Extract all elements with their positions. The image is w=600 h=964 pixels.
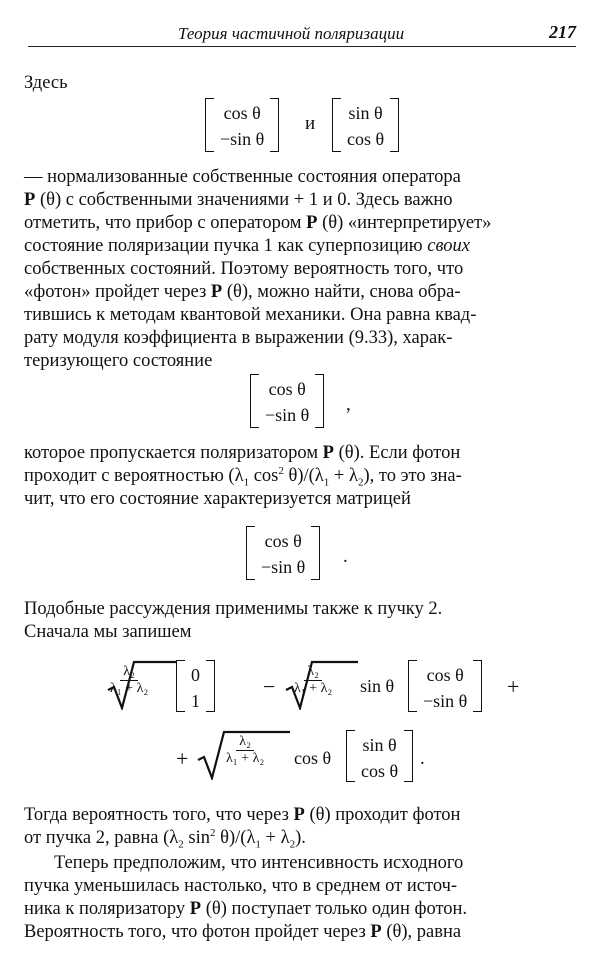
text-line (24, 465, 580, 488)
subscript: 2 (289, 838, 296, 851)
matrix-cell: sin θ (348, 103, 383, 123)
plus-sign: + (507, 674, 520, 699)
plus-sign: + (176, 746, 189, 771)
fraction (294, 664, 332, 697)
paragraph-probability (24, 442, 580, 511)
text-run: (θ) проходит фотон (304, 805, 461, 825)
matrix-cell: cos θ (223, 103, 261, 123)
text-run: (θ) поступает только один фотон. (201, 899, 468, 919)
text-line (24, 212, 580, 235)
conjunction: и (305, 113, 316, 134)
text-run: (θ) «интерпретирует» (317, 213, 492, 233)
matrix-cell: −sin θ (423, 691, 468, 711)
operator-symbol: P (293, 805, 305, 825)
matrix-eigenstate-1 (205, 98, 279, 152)
text-line: рату модуля коэффициента в выражении (9.33), харак- (24, 328, 453, 348)
matrix-cell: −sin θ (265, 405, 310, 425)
matrix-cell: cos θ (268, 379, 306, 399)
matrix-eigenstate-2 (332, 98, 399, 152)
vector-eigenstate-2 (346, 730, 413, 782)
superscript: 2 (210, 826, 216, 839)
period: . (420, 748, 425, 769)
matrix-cell: 0 (191, 665, 200, 685)
text-line: собственных состояний. Поэтому вероятность того, что (24, 259, 464, 279)
sqrt-term-3 (196, 730, 290, 780)
fraction-denominator: λ₁ + λ₂ (294, 681, 333, 696)
matrix-state-2 (246, 526, 320, 580)
text-run: θ)/(λ (215, 828, 256, 848)
operator-symbol: P (322, 443, 334, 463)
cos-factor: cos θ (294, 748, 332, 768)
text-run: ). (295, 828, 306, 848)
matrix-cell: cos θ (426, 665, 464, 685)
operator-symbol: P (306, 213, 318, 233)
text-line: Теперь предположим, что интенсивность исходного (54, 853, 464, 873)
text-line: пучка уменьшилась настолько, что в среднем от источ- (24, 876, 458, 896)
text-run: + λ (260, 828, 290, 848)
subscript: 1 (243, 476, 250, 489)
matrix-cell: −sin θ (220, 129, 265, 149)
text-run: (θ), можно найти, снова обра- (222, 282, 461, 302)
text-run: от пучка 2, равна (λ (24, 828, 179, 848)
paragraph-intro: Здесь (24, 73, 68, 93)
text-line (24, 189, 580, 212)
running-title: Теория частичной поляризации (178, 24, 405, 43)
paragraph-eigenstates (24, 166, 580, 373)
matrix-state (250, 374, 324, 428)
subscript: 1 (255, 838, 261, 851)
comma: , (346, 394, 351, 415)
operator-symbol: P (24, 190, 36, 210)
text-line: чит, что его состояние характеризуется матрицей (24, 489, 411, 509)
text-run: проходит с вероятностью (λ (24, 466, 244, 486)
text-line: тившись к методам квантовой механики. Она равна квад- (24, 305, 477, 325)
paragraph-beam-2-probability (24, 804, 580, 850)
text-run: (θ). Если фотон (333, 443, 461, 463)
matrix-cell: cos θ (361, 761, 399, 781)
text-run: (θ) с собственными значениями + 1 и 0. Здесь важно (35, 190, 453, 210)
text-run: отметить, что прибор с оператором (24, 213, 307, 233)
text-run: Тогда вероятность того, что через (24, 805, 294, 825)
text-run: которое пропускается поляризатором (24, 443, 323, 463)
fraction-numerator: λ₂ (304, 664, 322, 681)
text-run: sin (183, 828, 210, 848)
text-run: θ)/(λ (283, 466, 324, 486)
vector-basis (176, 660, 215, 712)
text-run: (θ), равна (381, 922, 462, 942)
fraction-denominator: λ₁ + λ₂ (110, 681, 149, 696)
text-line (24, 921, 580, 944)
text-run: + λ (329, 466, 358, 486)
emphasis: своих (427, 236, 470, 256)
paragraph-single-photon (24, 852, 580, 944)
text-line (24, 898, 580, 921)
minus-sign: − (263, 674, 276, 699)
text-run: «фотон» пройдет через (24, 282, 211, 302)
text-line: — нормализованные собственные состояния оператора (24, 167, 461, 187)
text-run: cos (249, 466, 279, 486)
text-line (24, 281, 580, 304)
sqrt-term-1 (106, 660, 176, 710)
text-line (24, 827, 580, 850)
text-line: теризующего состояние (24, 351, 213, 371)
matrix-cell: cos θ (347, 129, 385, 149)
text-run: состояние поляризации пучка 1 как суперпозицию (24, 236, 428, 256)
page-header (28, 20, 576, 47)
text-run: ), то это зна- (363, 466, 462, 486)
superscript: 2 (278, 464, 284, 477)
vector-eigenstate (408, 660, 482, 712)
paragraph-beam-2 (24, 598, 580, 644)
text-run: Вероятность того, что фотон пройдет через (24, 922, 371, 942)
text-line: Подобные рассуждения применимы также к пучку 2. (24, 599, 443, 619)
matrix-cell: −sin θ (261, 557, 306, 577)
text-run: ника к поляризатору (24, 899, 190, 919)
text-line (24, 804, 580, 827)
matrix-cell: cos θ (264, 531, 302, 551)
fraction (226, 734, 264, 767)
text-line (24, 442, 580, 465)
operator-symbol: P (370, 922, 382, 942)
operator-symbol: P (189, 899, 202, 919)
fraction-numerator: λ₂ (236, 734, 254, 751)
matrix-cell: sin θ (362, 735, 397, 755)
operator-symbol: P (210, 282, 223, 302)
fraction-denominator: λ₁ + λ₂ (226, 751, 265, 766)
subscript: 2 (178, 838, 184, 851)
subscript: 1 (323, 476, 330, 489)
sin-factor: sin θ (360, 676, 395, 696)
subscript: 2 (357, 476, 364, 489)
page-number: 217 (549, 22, 576, 42)
sqrt-term-2 (284, 660, 358, 710)
period: . (343, 546, 348, 567)
text-line (24, 235, 580, 258)
fraction-numerator: λ₂ (120, 664, 138, 681)
fraction (110, 664, 148, 697)
matrix-cell: 1 (191, 691, 200, 711)
text-line: Сначала мы запишем (24, 622, 192, 642)
